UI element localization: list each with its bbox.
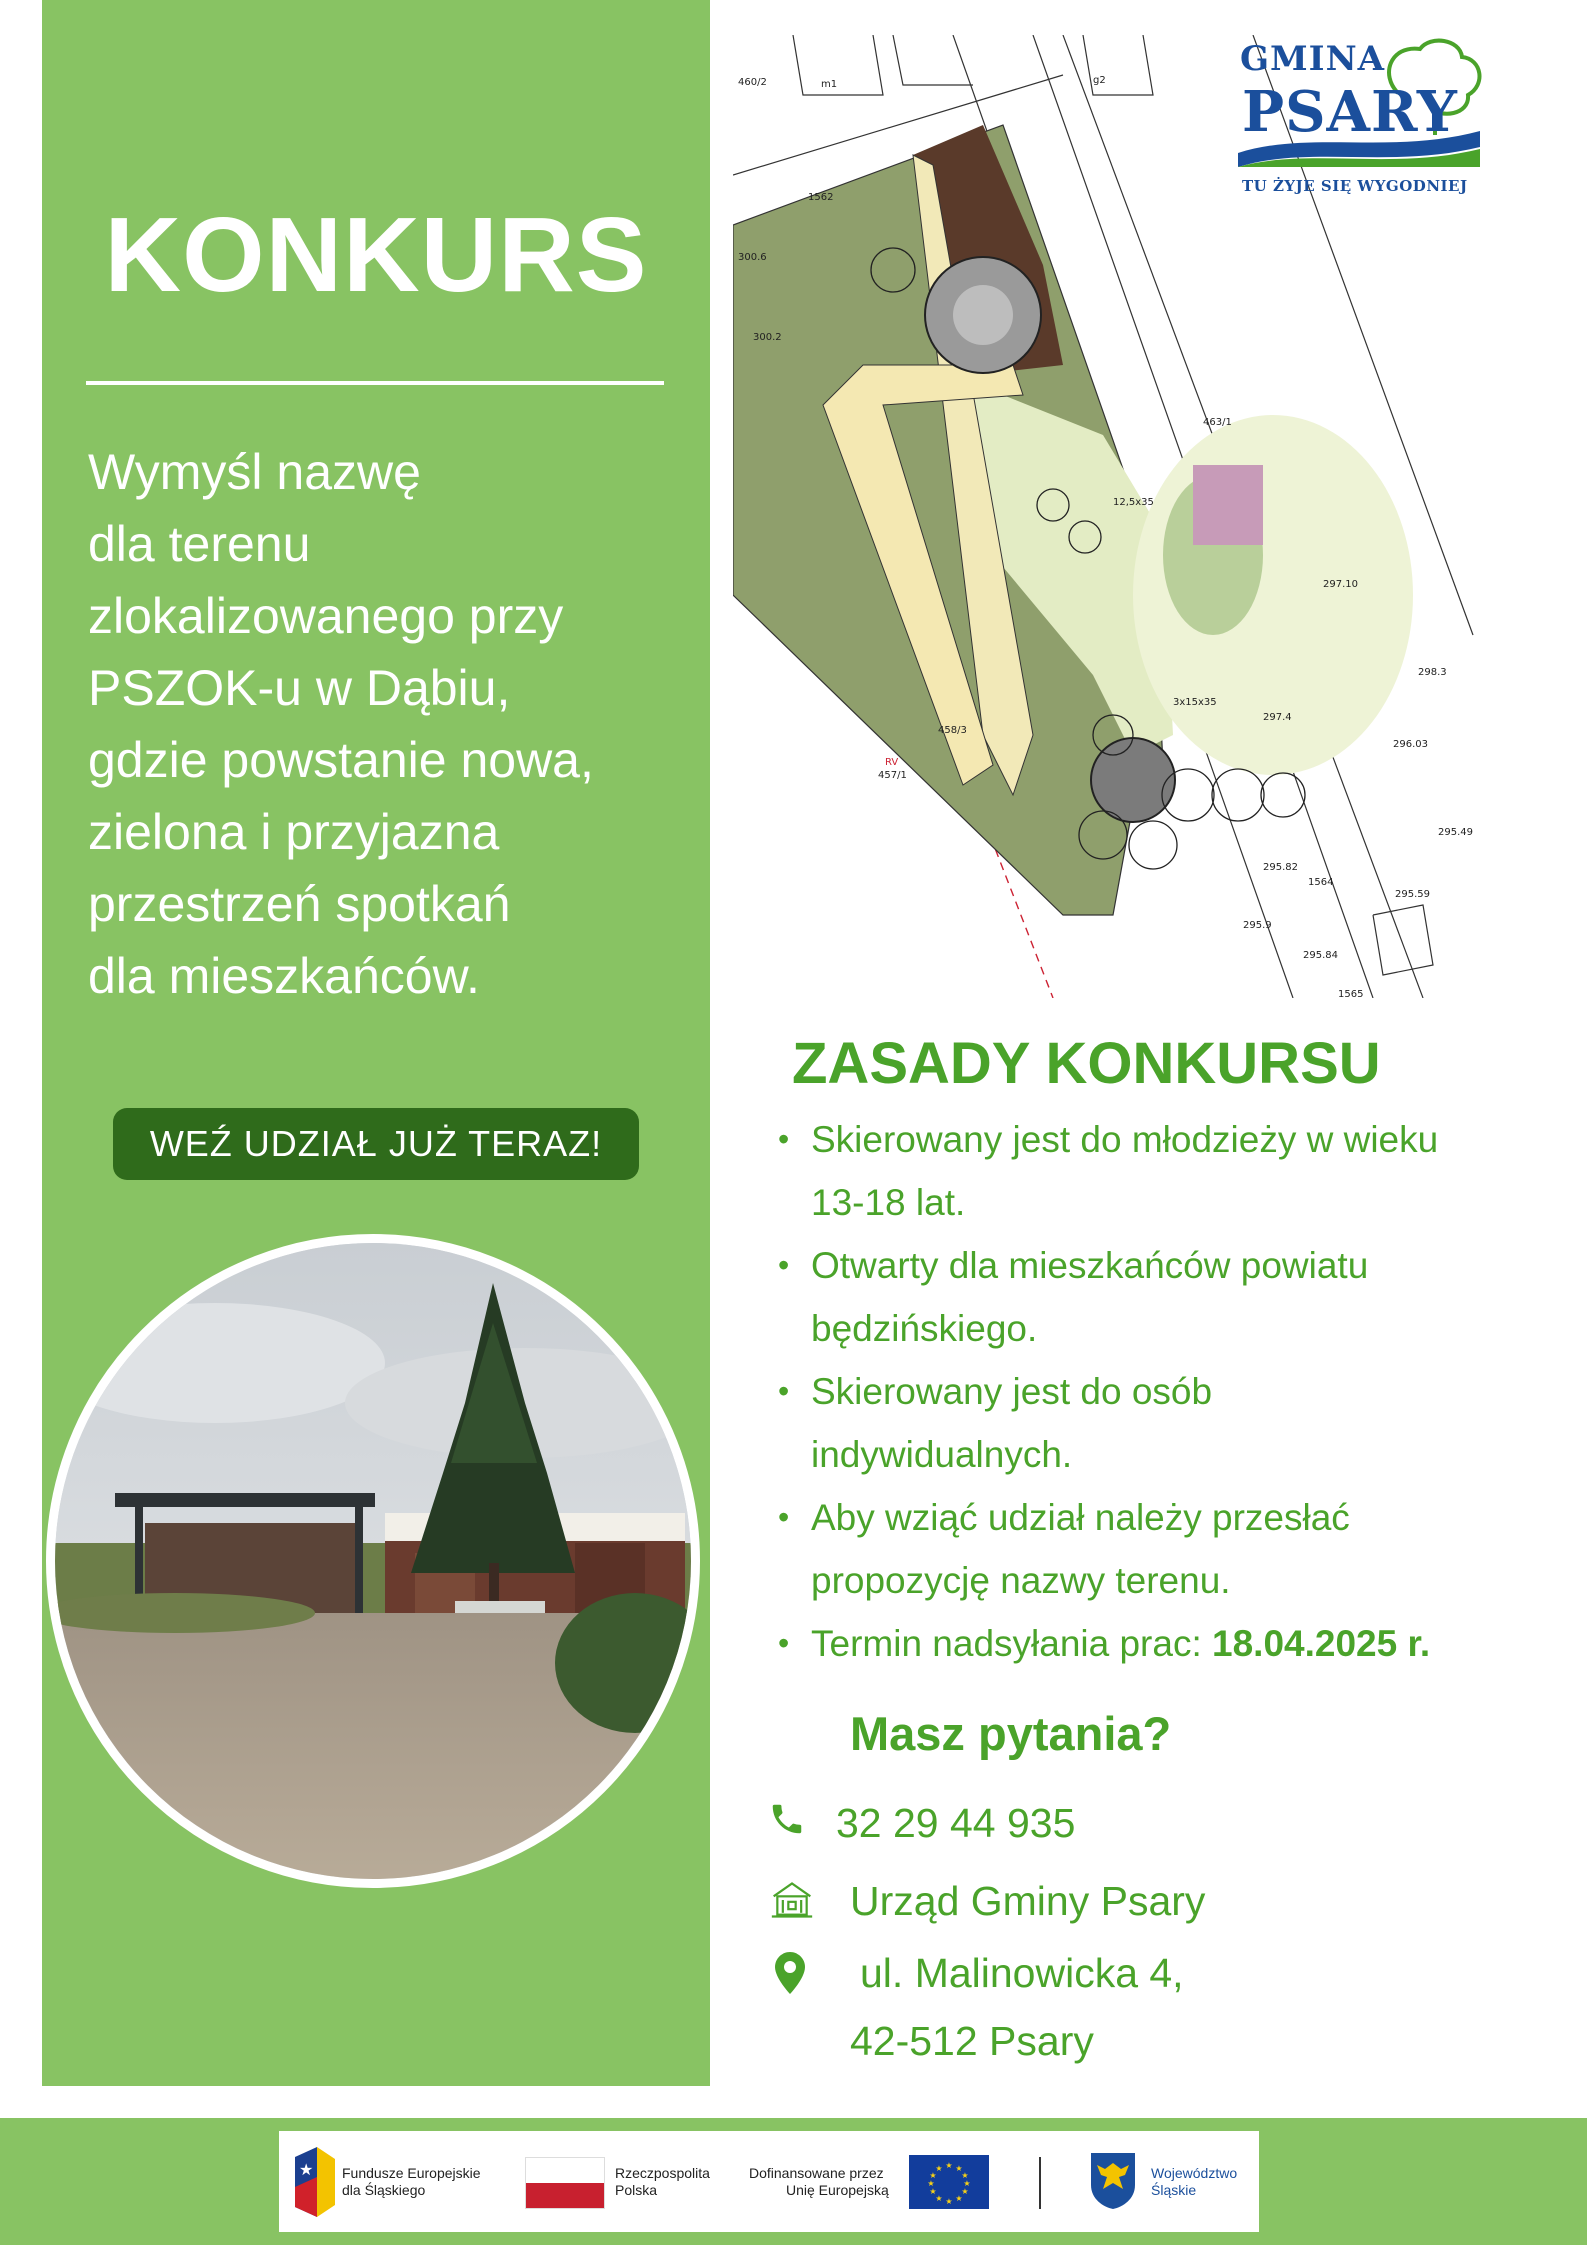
ws-line1: Województwo — [1151, 2165, 1238, 2181]
map-label: 297.10 — [1323, 579, 1358, 590]
deadline-prefix: Termin nadsyłania prac: — [811, 1623, 1213, 1664]
rule-line: indywidualnych. — [811, 1434, 1073, 1475]
rp-line2: Polska — [615, 2182, 658, 2198]
footer-divider — [1039, 2157, 1041, 2209]
rules-heading: ZASADY KONKURSU — [792, 1031, 1381, 1096]
rule-item — [778, 1234, 1568, 1360]
map-label: 12,5x35 — [1113, 497, 1154, 508]
gmina-psary-logo — [1230, 35, 1490, 205]
map-label: 463/1 — [1203, 417, 1232, 428]
eu-line1: Dofinansowane przez — [749, 2165, 884, 2181]
svg-text:★: ★ — [963, 2179, 971, 2188]
map-label: 295.59 — [1395, 889, 1430, 900]
deadline-date: 18.04.2025 r. — [1212, 1623, 1431, 1664]
svg-text:★: ★ — [945, 2197, 953, 2206]
address-street: ul. Malinowicka 4, — [860, 1950, 1184, 1996]
silesia-coat-of-arms-icon — [1089, 2151, 1137, 2211]
intro-line: Wymyśl nazwę — [88, 444, 421, 500]
phone-number[interactable]: 32 29 44 935 — [836, 1800, 1076, 1846]
eu-line2: Unię Europejską — [786, 2182, 889, 2198]
rule-item — [778, 1108, 1568, 1234]
map-label: 300.2 — [753, 332, 782, 343]
location-pin-icon — [772, 1950, 808, 1996]
map-label: 300.6 — [738, 252, 767, 263]
address-city: 42-512 Psary — [850, 2018, 1094, 2064]
map-label: 460/2 — [738, 77, 767, 88]
site-photo-illustration — [55, 1243, 691, 1879]
map-label: 298.3 — [1418, 667, 1447, 678]
intro-text — [88, 436, 688, 1012]
svg-text:★: ★ — [299, 2160, 314, 2179]
polish-flag — [525, 2157, 605, 2209]
map-label: 295.82 — [1263, 862, 1298, 873]
ws-line2: Śląskie — [1151, 2182, 1197, 2198]
fe-line2: dla Śląskiego — [342, 2182, 426, 2198]
map-label: 3x15x35 — [1173, 697, 1217, 708]
map-label: g2 — [1093, 75, 1106, 86]
map-label: 1562 — [808, 192, 834, 203]
svg-text:★: ★ — [945, 2161, 953, 2170]
site-photo — [46, 1234, 700, 1888]
map-label: 458/3 — [938, 725, 967, 736]
page-title: KONKURS — [104, 196, 648, 314]
svg-text:★: ★ — [929, 2171, 937, 2180]
town-hall-icon — [770, 1878, 814, 1922]
rule-line: • Skierowany jest do osób — [811, 1371, 1213, 1412]
intro-line: zielona i przyjazna — [88, 804, 500, 860]
rule-item — [778, 1486, 1568, 1612]
phone-icon — [768, 1800, 806, 1838]
svg-text:★: ★ — [935, 2194, 943, 2203]
map-label: 295.84 — [1303, 950, 1338, 961]
fe-logo-icon — [295, 2147, 335, 2217]
map-label: m1 — [821, 79, 838, 90]
logo-text-line1: GMINA — [1240, 39, 1386, 79]
office-name: Urząd Gminy Psary — [850, 1878, 1206, 1924]
svg-text:★: ★ — [961, 2171, 969, 2180]
map-label: RV — [885, 757, 899, 768]
rule-line: propozycję nazwy terenu. — [811, 1560, 1231, 1601]
join-now-button[interactable]: WEŹ UDZIAŁ JUŻ TERAZ! — [113, 1108, 639, 1180]
svg-text:★: ★ — [929, 2187, 937, 2196]
intro-line: dla terenu — [88, 516, 311, 572]
svg-text:★: ★ — [927, 2179, 935, 2188]
funding-logos-box — [279, 2131, 1259, 2232]
svg-text:★: ★ — [961, 2187, 969, 2196]
intro-line: przestrzeń spotkań — [88, 876, 511, 932]
questions-heading: Masz pytania? — [850, 1707, 1172, 1760]
title-divider — [86, 381, 664, 385]
logo-text-line2: PSARY — [1242, 79, 1458, 145]
rule-line: • Aby wziąć udział należy przesłać — [811, 1497, 1350, 1538]
svg-text:★: ★ — [955, 2164, 963, 2173]
map-label: 295.49 — [1438, 827, 1473, 838]
map-label: 1564 — [1308, 877, 1334, 888]
intro-line: zlokalizowanego przy — [88, 588, 564, 644]
rp-line1: Rzeczpospolita — [615, 2165, 710, 2181]
rule-line: • Otwarty dla mieszkańców powiatu — [811, 1245, 1369, 1286]
rule-line: będzińskiego. — [811, 1308, 1038, 1349]
map-label: 297.4 — [1263, 712, 1292, 723]
map-label: 295.9 — [1243, 920, 1272, 931]
map-label: 296.03 — [1393, 739, 1428, 750]
rules-list — [778, 1108, 1568, 1675]
map-label: 1565 — [1338, 989, 1364, 998]
rule-line: • Skierowany jest do młodzieży w wieku — [811, 1119, 1439, 1160]
svg-text:★: ★ — [935, 2164, 943, 2173]
intro-line: PSZOK-u w Dąbiu, — [88, 660, 511, 716]
svg-text:★: ★ — [955, 2194, 963, 2203]
intro-line: gdzie powstanie nowa, — [88, 732, 594, 788]
intro-line: dla mieszkańców. — [88, 948, 480, 1004]
rule-item — [778, 1360, 1568, 1486]
eu-flag-icon — [909, 2155, 989, 2209]
rule-line: 13-18 lat. — [811, 1182, 966, 1223]
logo-tagline: TU ŻYJE SIĘ WYGODNIEJ — [1242, 177, 1468, 195]
fe-line1: Fundusze Europejskie — [342, 2165, 481, 2181]
map-label: 457/1 — [878, 770, 907, 781]
rule-item-deadline — [778, 1612, 1568, 1675]
